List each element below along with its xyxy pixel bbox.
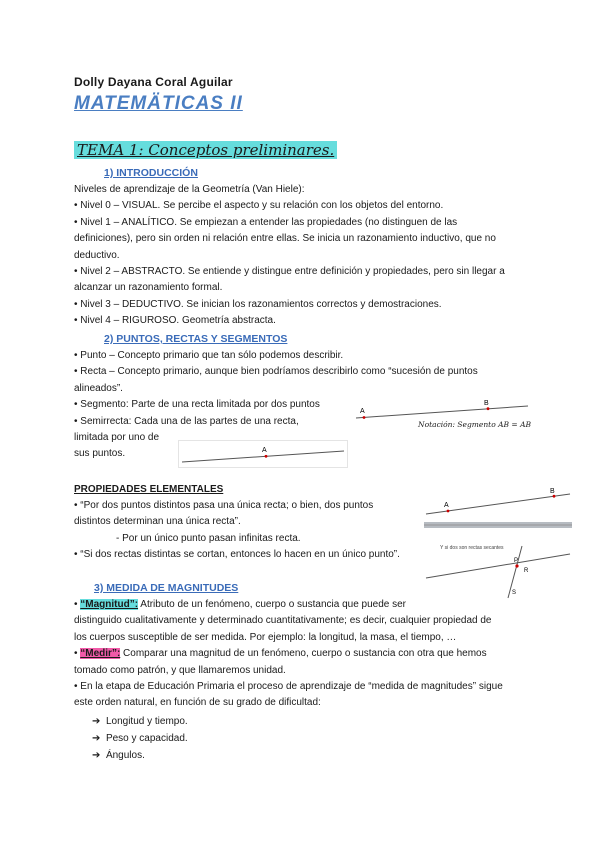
puntos-line: • Semirrecta: Cada una de las partes de una recta, (74, 415, 299, 427)
subject-title: MATEMÄTICAS II (74, 93, 243, 114)
medir-line: este orden natural, en función de su grado de dificultad: (74, 697, 321, 709)
arrow-list-item: ➔ Ángulos. (92, 750, 145, 761)
prop-line: distintos determinan una única recta”. (74, 516, 241, 528)
label-p: P (514, 558, 519, 564)
medir-term: “Medir”: (80, 648, 121, 660)
point-a (447, 510, 450, 513)
medir-line: • En la etapa de Educación Primaria el proceso de aprendizaje de “medida de magnitudes” sigue (74, 681, 503, 693)
author-name: Dolly Dayana Coral Aguilar (74, 75, 233, 89)
intro-line: • Nivel 3 – DEDUCTIVO. Se inician los razonamientos correctos y demostraciones. (74, 298, 442, 310)
segment-notation: Notación: Segmento AB = AB (418, 420, 531, 429)
segment-line (356, 406, 528, 418)
section-intro-title: 1) INTRODUCCIÓN (104, 167, 198, 179)
semirrecta-figure (178, 440, 348, 468)
label-r: R (524, 568, 529, 574)
intro-line: • Nivel 0 – VISUAL. Se percibe el aspecto y su relación con los objetos del entorno. (74, 200, 444, 212)
intro-text (74, 182, 505, 330)
arrow-list-item: ➔ Peso y capacidad. (92, 733, 188, 744)
figure-frame (179, 441, 348, 468)
puntos-line: sus puntos. (74, 448, 126, 460)
segment-point-b (487, 407, 490, 410)
arrow-icon: ➔ (92, 750, 101, 761)
prop-line: • “Si dos rectas distintas se cortan, entonces lo hacen en un único punto”. (74, 549, 400, 561)
magnitud-line: distinguido cualitativamente y determinado cuantitativamente; es decir, cualquier propiedad de (74, 615, 492, 627)
magnitud-line: • “Magnitud”: Atributo de un fenómeno, cuerpo o sustancia que puede ser (74, 599, 407, 610)
line-p (426, 554, 570, 578)
medir-def: Comparar una magnitud de un fenómeno, cuerpo o sustancia con otra que hemos (120, 648, 487, 660)
intersection-point (515, 564, 518, 567)
puntos-line: • Segmento: Parte de una recta limitada por dos puntos (74, 399, 320, 411)
propiedades-title: PROPIEDADES ELEMENTALES (74, 484, 224, 495)
magnitud-term: “Magnitud”: (80, 599, 139, 610)
arrow-icon: ➔ (92, 716, 101, 727)
section-medida-title: 3) MEDIDA DE MAGNITUDES (94, 582, 239, 594)
puntos-line: alineados”. (74, 382, 123, 394)
segment-label-a: A (360, 408, 365, 415)
arrow-list (92, 713, 188, 764)
intro-line: Niveles de aprendizaje de la Geometría (Van Hiele): (74, 184, 305, 195)
label-b: B (550, 488, 555, 495)
label-a: A (444, 502, 449, 509)
point-b (553, 495, 556, 498)
arrow-icon: ➔ (92, 733, 101, 744)
puntos-line: • Recta – Concepto primario, aunque bien podríamos describirlo como “sucesión de puntos (74, 366, 478, 378)
semirrecta-point (265, 455, 268, 458)
intro-line: alcanzar un razonamiento formal. (74, 282, 223, 294)
properties-figure (420, 488, 572, 606)
semirrecta-label-a: A (262, 447, 267, 454)
tema-heading: TEMA 1: Conceptos preliminares. (74, 141, 337, 159)
medida-text (74, 597, 503, 712)
intro-line: deductivo. (74, 249, 120, 261)
intro-line: definiciones), pero sin orden ni relación entre ellas. Se inicia un razonamiento inductivo, que no (74, 233, 496, 245)
intro-line: • Nivel 1 – ANALÍTICO. Se empiezan a entender las propiedades (no distinguen de las (74, 216, 458, 228)
prop-line: - Por un único punto pasan infinitas recta. (116, 532, 301, 544)
section-puntos-title: 2) PUNTOS, RECTAS Y SEGMENTOS (104, 333, 288, 345)
magnitud-line: los cuerpos susceptible de ser medida. Por ejemplo: la longitud, la masa, el tiempo, … (74, 631, 457, 643)
arrow-list-item: ➔ Longitud y tiempo. (92, 716, 188, 727)
medir-line: • “Medir”: Comparar una magnitud de un fenómeno, cuerpo o sustancia con otra que hemos (74, 648, 487, 660)
intro-line: • Nivel 4 – RIGUROSO. Geometría abstracta. (74, 315, 276, 327)
prop-line: • “Por dos puntos distintos pasa una única recta; o bien, dos puntos (74, 500, 374, 511)
puntos-line: • Punto – Concepto primario que tan sólo podemos describir. (74, 350, 344, 361)
segment-point-a (363, 416, 366, 419)
label-s: S (512, 590, 517, 596)
secant-caption: Y si dos son rectas secantes (440, 545, 504, 551)
segment-label-b: B (484, 400, 489, 407)
medir-line: tomado como patrón, y que llamaremos unidad. (74, 664, 286, 676)
propiedades-text (74, 498, 400, 564)
intro-line: • Nivel 2 – ABSTRACTO. Se entiende y distingue entre definición y propiedades, pero sin llegar a (74, 266, 505, 278)
magnitud-def: Atributo de un fenómeno, cuerpo o sustancia que puede ser (138, 599, 407, 610)
puntos-line: limitada por uno de (74, 432, 160, 444)
